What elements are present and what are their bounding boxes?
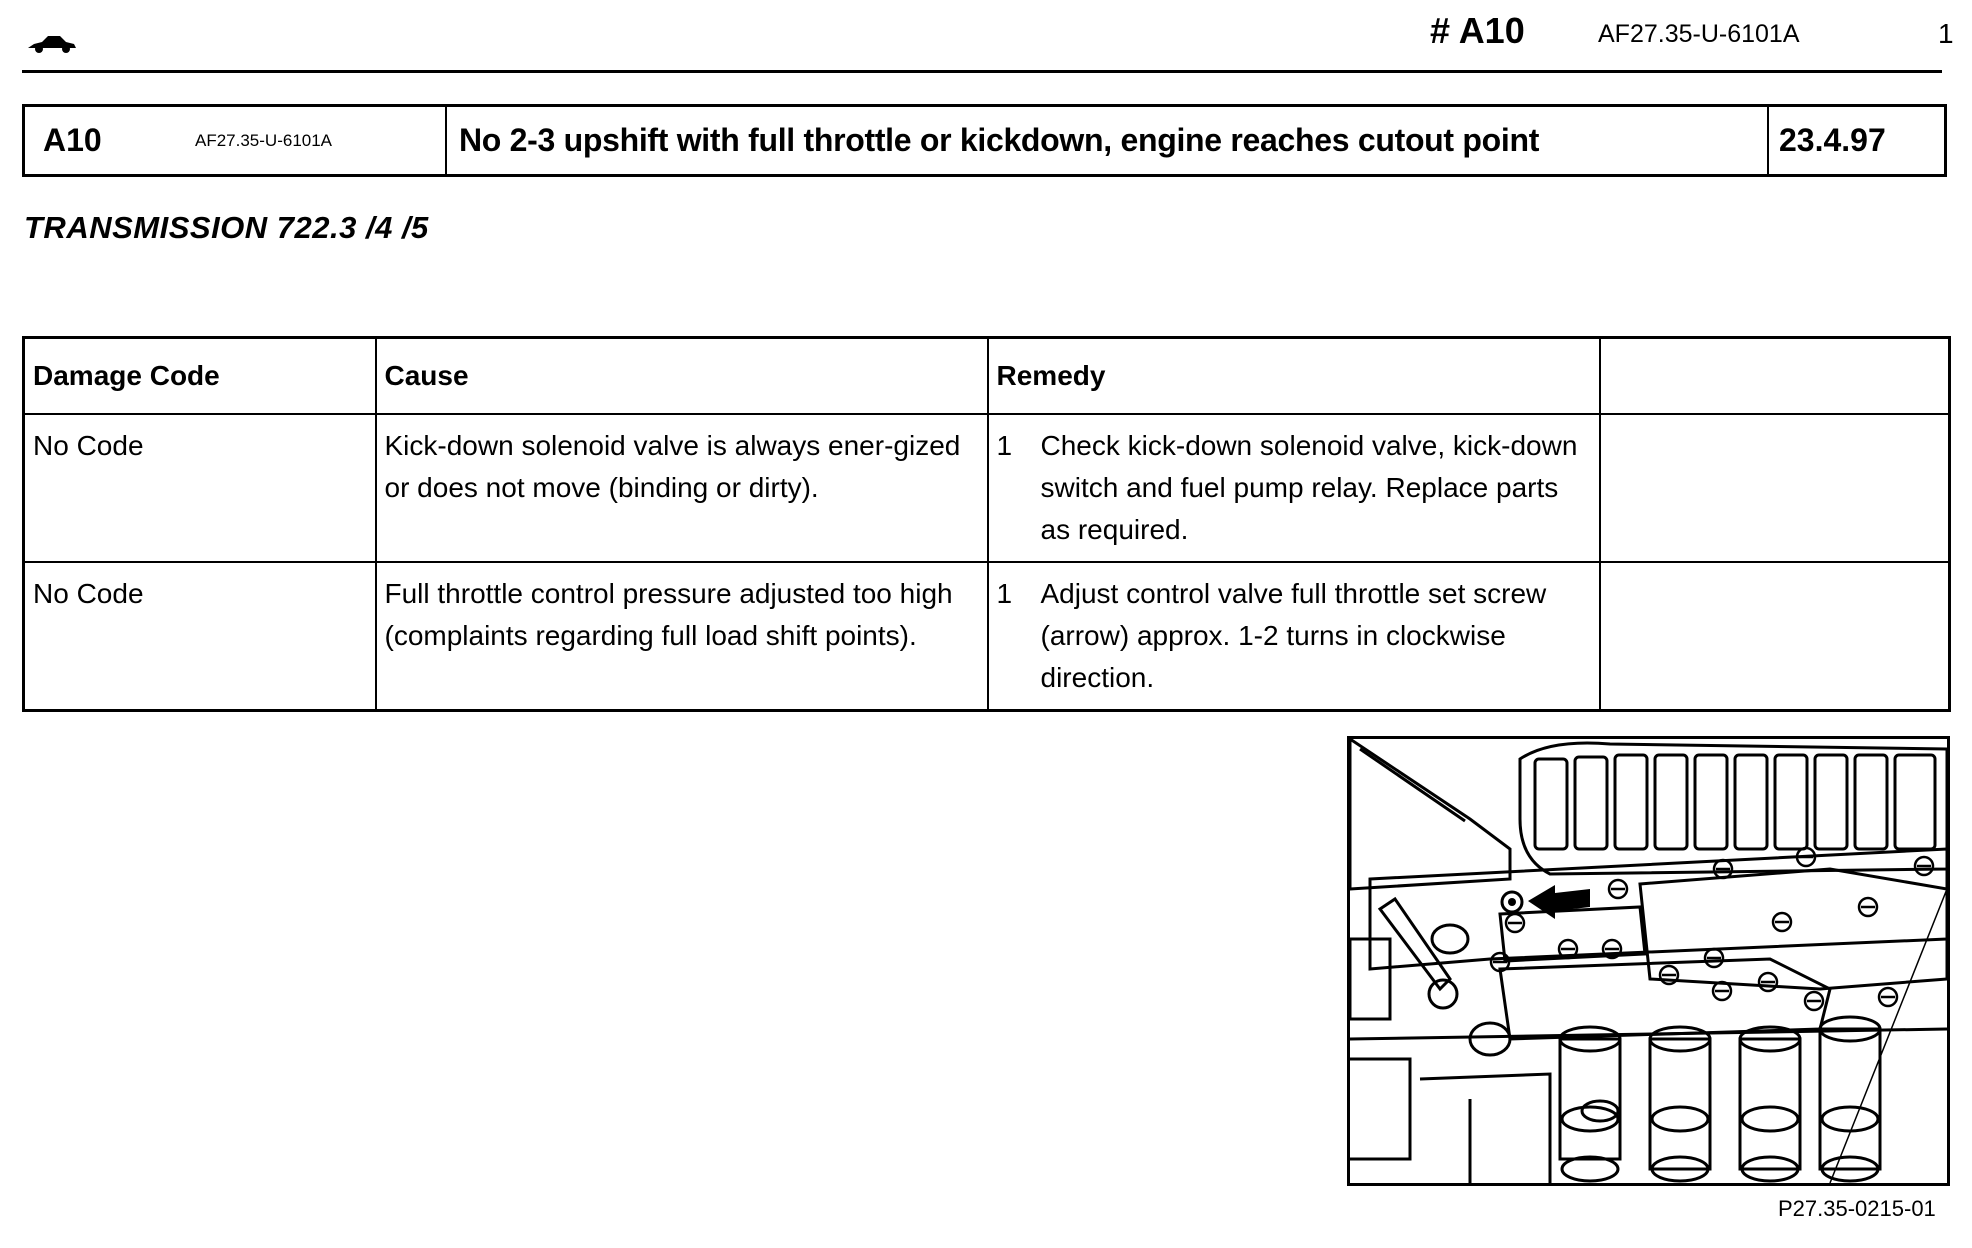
section-heading: TRANSMISSION 722.3 /4 /5 xyxy=(24,210,429,245)
remedy-cell xyxy=(988,562,1600,711)
empty-cell xyxy=(1600,562,1950,711)
header-empty xyxy=(1600,338,1950,415)
table-row xyxy=(24,562,1950,711)
car-icon xyxy=(26,30,78,56)
title-box-id-cell xyxy=(25,107,447,174)
damage-code-cell: No Code xyxy=(24,562,376,711)
header-code: # A10 xyxy=(1430,10,1525,51)
damage-code-cell: No Code xyxy=(24,414,376,562)
remedy-number: 1 xyxy=(996,578,1013,609)
header-remedy: Remedy xyxy=(988,338,1600,415)
empty-cell xyxy=(1600,414,1950,562)
remedy-text: Check kick-down solenoid valve, kick-down switch and fuel pump relay. Replace parts as required. xyxy=(1040,430,1578,545)
cause-cell: Kick-down solenoid valve is always ener-gized or does not move (binding or dirty). xyxy=(376,414,988,562)
remedy-text: Adjust control valve full throttle set screw (arrow) approx. 1-2 turns in clockwise direction. xyxy=(1040,578,1547,693)
figure-label: P27.35-0215-01 xyxy=(1778,1196,1936,1221)
page-number: 1 xyxy=(1938,18,1954,49)
header-damage-code: Damage Code xyxy=(24,338,376,415)
header-doc-number: AF27.35-U-6101A xyxy=(1598,20,1800,48)
title-box xyxy=(22,104,1947,177)
damage-table xyxy=(22,336,1951,712)
title-box-title: No 2-3 upshift with full throttle or kickdown, engine reaches cutout point xyxy=(447,107,1769,174)
cause-cell: Full throttle control pressure adjusted too high (complaints regarding full load shift points). xyxy=(376,562,988,711)
table-row xyxy=(24,414,1950,562)
valve-body-drawing xyxy=(1350,739,1947,1183)
remedy-cell xyxy=(988,414,1600,562)
title-box-date: 23.4.97 xyxy=(1779,122,1886,158)
title-box-doc-number: AF27.35-U-6101A xyxy=(195,130,333,150)
valve-body-illustration xyxy=(1347,736,1950,1186)
title-box-code: A10 xyxy=(43,122,102,158)
header-rule xyxy=(22,70,1942,73)
table-header-row xyxy=(24,338,1950,415)
remedy-number: 1 xyxy=(996,430,1013,461)
header-cause: Cause xyxy=(376,338,988,415)
